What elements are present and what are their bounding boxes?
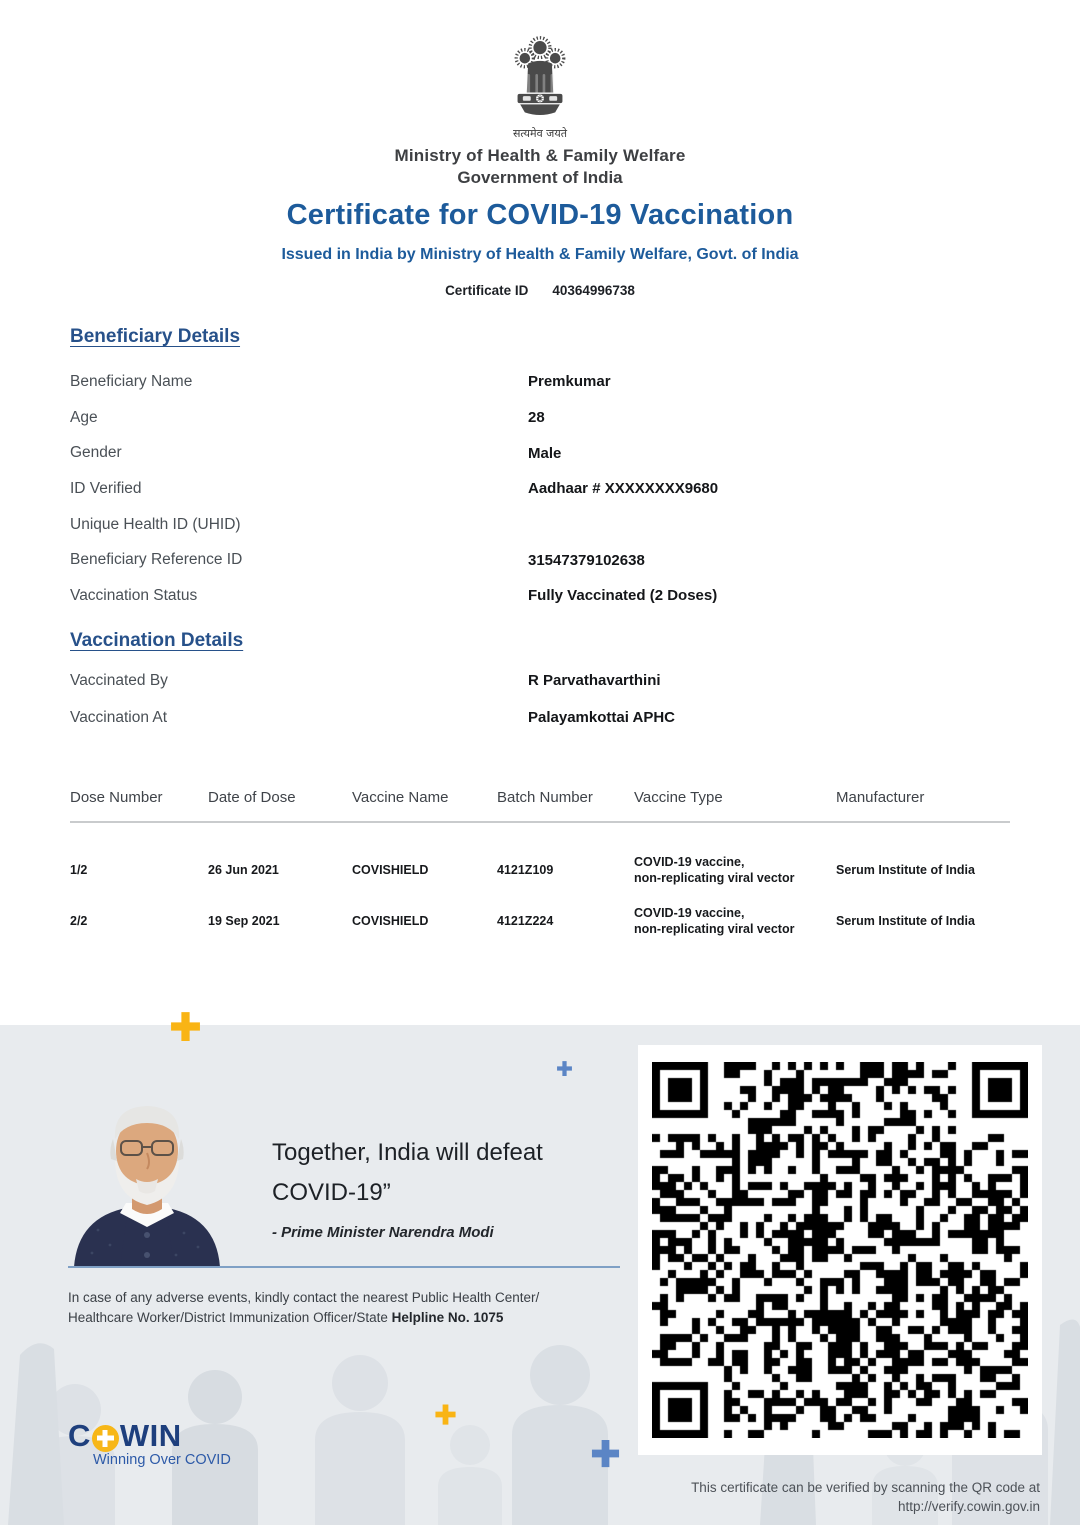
beneficiary-row: Beneficiary Name Premkumar [70,372,611,391]
vaccination-details-list [70,662,1010,736]
dose-table-body [70,845,1010,946]
plus-decoration-yellow-icon [169,1010,202,1043]
helpline-text: In case of any adverse events, kindly contact the nearest Public Health Center/ Healthcare Worker/District Immunization Officer/State Helpline No. 1075 [68,1290,540,1325]
certificate-title: Certificate for COVID-19 Vaccination [286,199,794,231]
beneficiary-details-list [70,364,1010,614]
cowin-logo [68,1418,182,1454]
column-header: Date of Dose [208,789,296,806]
cowin-logo-c: C [68,1418,91,1453]
beneficiary-row: Beneficiary Reference ID 31547379102638 [70,551,645,569]
table-row: 1/2 26 Jun 2021 COVISHIELD 4121Z109 COVID-19 vaccine, non-replicating viral vector Serum Institute of India [70,855,975,885]
column-header: Dose Number [70,789,163,806]
column-header: Vaccine Name [352,789,449,806]
pm-modi-photo [58,1095,236,1272]
table-divider [70,821,1010,823]
quote-attribution: - Prime Minister Narendra Modi [272,1224,494,1241]
qr-card [638,1045,1042,1455]
certificate-id-label: Certificate ID [445,283,529,298]
column-header: Manufacturer [836,789,925,806]
vaccination-row: Vaccination At Palayamkottai APHC [70,708,675,726]
beneficiary-row: Gender Male [70,444,562,462]
column-header: Vaccine Type [634,789,723,806]
qr-code [652,1062,1028,1438]
pm-quote: Together, India will defeat COVID-19” [272,1139,543,1206]
india-national-emblem-icon [507,33,573,128]
vaccination-details-heading: Vaccination Details [70,630,244,651]
dose-table-header [70,789,1010,806]
certificate-id-value: 40364996738 [552,283,635,298]
column-header: Batch Number [497,789,593,806]
plus-decoration-blue-icon [590,1438,621,1469]
cowin-logo-win: WIN [119,1418,182,1453]
certificate-subtitle: Issued in India by Ministry of Health & Family Welfare, Govt. of India [281,246,799,263]
verify-url-link[interactable]: http://verify.cowin.gov.in [897,1499,1040,1514]
beneficiary-row: Age 28 [70,408,545,427]
vaccination-row: Vaccinated By R Parvathavarthini [70,671,661,689]
cowin-plus-icon [92,1425,119,1452]
beneficiary-row: Vaccination Status Fully Vaccinated (2 Doses) [70,586,718,605]
footer-section [0,1025,1080,1525]
cowin-tagline: Winning Over COVID [93,1452,231,1468]
certificate-id [0,283,1080,298]
ministry-name: Ministry of Health & Family Welfare [394,146,686,165]
helpline-number: Helpline No. 1075 [391,1310,504,1325]
government-name: Government of India [457,168,623,187]
emblem-motto: सत्यमेव जयते [512,127,567,140]
plus-decoration-yellow-icon [434,1403,457,1426]
verify-note: This certificate can be verified by scanning the QR code at http://verify.cowin.gov.in [691,1480,1040,1514]
beneficiary-details-heading: Beneficiary Details [70,326,241,347]
beneficiary-row: ID Verified Aadhaar # XXXXXXXX9680 [70,479,719,498]
beneficiary-row: Unique Health ID (UHID) [70,515,241,533]
plus-decoration-blue-icon [556,1060,573,1077]
quote-divider [68,1266,620,1268]
table-row: 2/2 19 Sep 2021 COVISHIELD 4121Z224 COVID-19 vaccine, non-replicating viral vector Serum Institute of India [70,906,975,936]
